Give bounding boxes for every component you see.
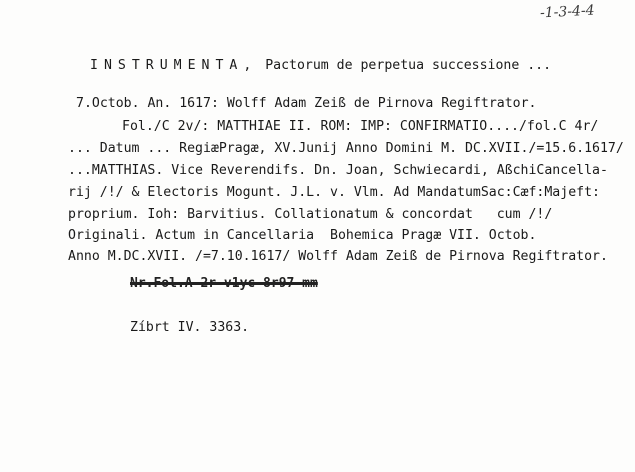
entry-line-3: ... Datum ... RegiæPragæ, XV.Junij Anno Domini M. DC.XVII./=15.6.1617/ [68, 141, 624, 156]
struck-out-shelfmark: Nr.Fol.A 2r-v1yc 8r97 mm [130, 276, 318, 291]
entry-line-1: 7.Octob. An. 1617: Wolff Adam Zeiß de Pirnova Regiftrator. [76, 96, 537, 111]
heading-title: INSTRUMENTA, [90, 58, 258, 73]
reference-footer: Zíbrt IV. 3363. [130, 320, 250, 335]
document-heading [90, 58, 551, 74]
heading-subtitle: Pactorum de perpetua successione ... [257, 58, 552, 73]
handwritten-corner-note: -1-3-4-4 [539, 2, 595, 22]
entry-line-5: rij /!/ & Electoris Mogunt. J.L. v. Vlm. Ad MandatumSac:Cæf:Majeft: [68, 185, 600, 200]
entry-line-8: Anno M.DC.XVII. /=7.10.1617/ Wolff Adam Zeiß de Pirnova Regiftrator. [68, 249, 608, 264]
entry-line-2: Fol./C 2v/: MATTHIAE II. ROM: IMP: CONFIRMATIO..../fol.C 4r/ [122, 119, 599, 134]
entry-line-6: proprium. Ioh: Barvitius. Collationatum & concordat cum /!/ [68, 207, 553, 222]
entry-line-7: Originali. Actum in Cancellaria Bohemica Pragæ VII. Octob. [68, 228, 537, 243]
entry-line-4: ...MATTHIAS. Vice Reverendifs. Dn. Joan, Schwiecardi, AßchiCancella- [68, 163, 608, 178]
